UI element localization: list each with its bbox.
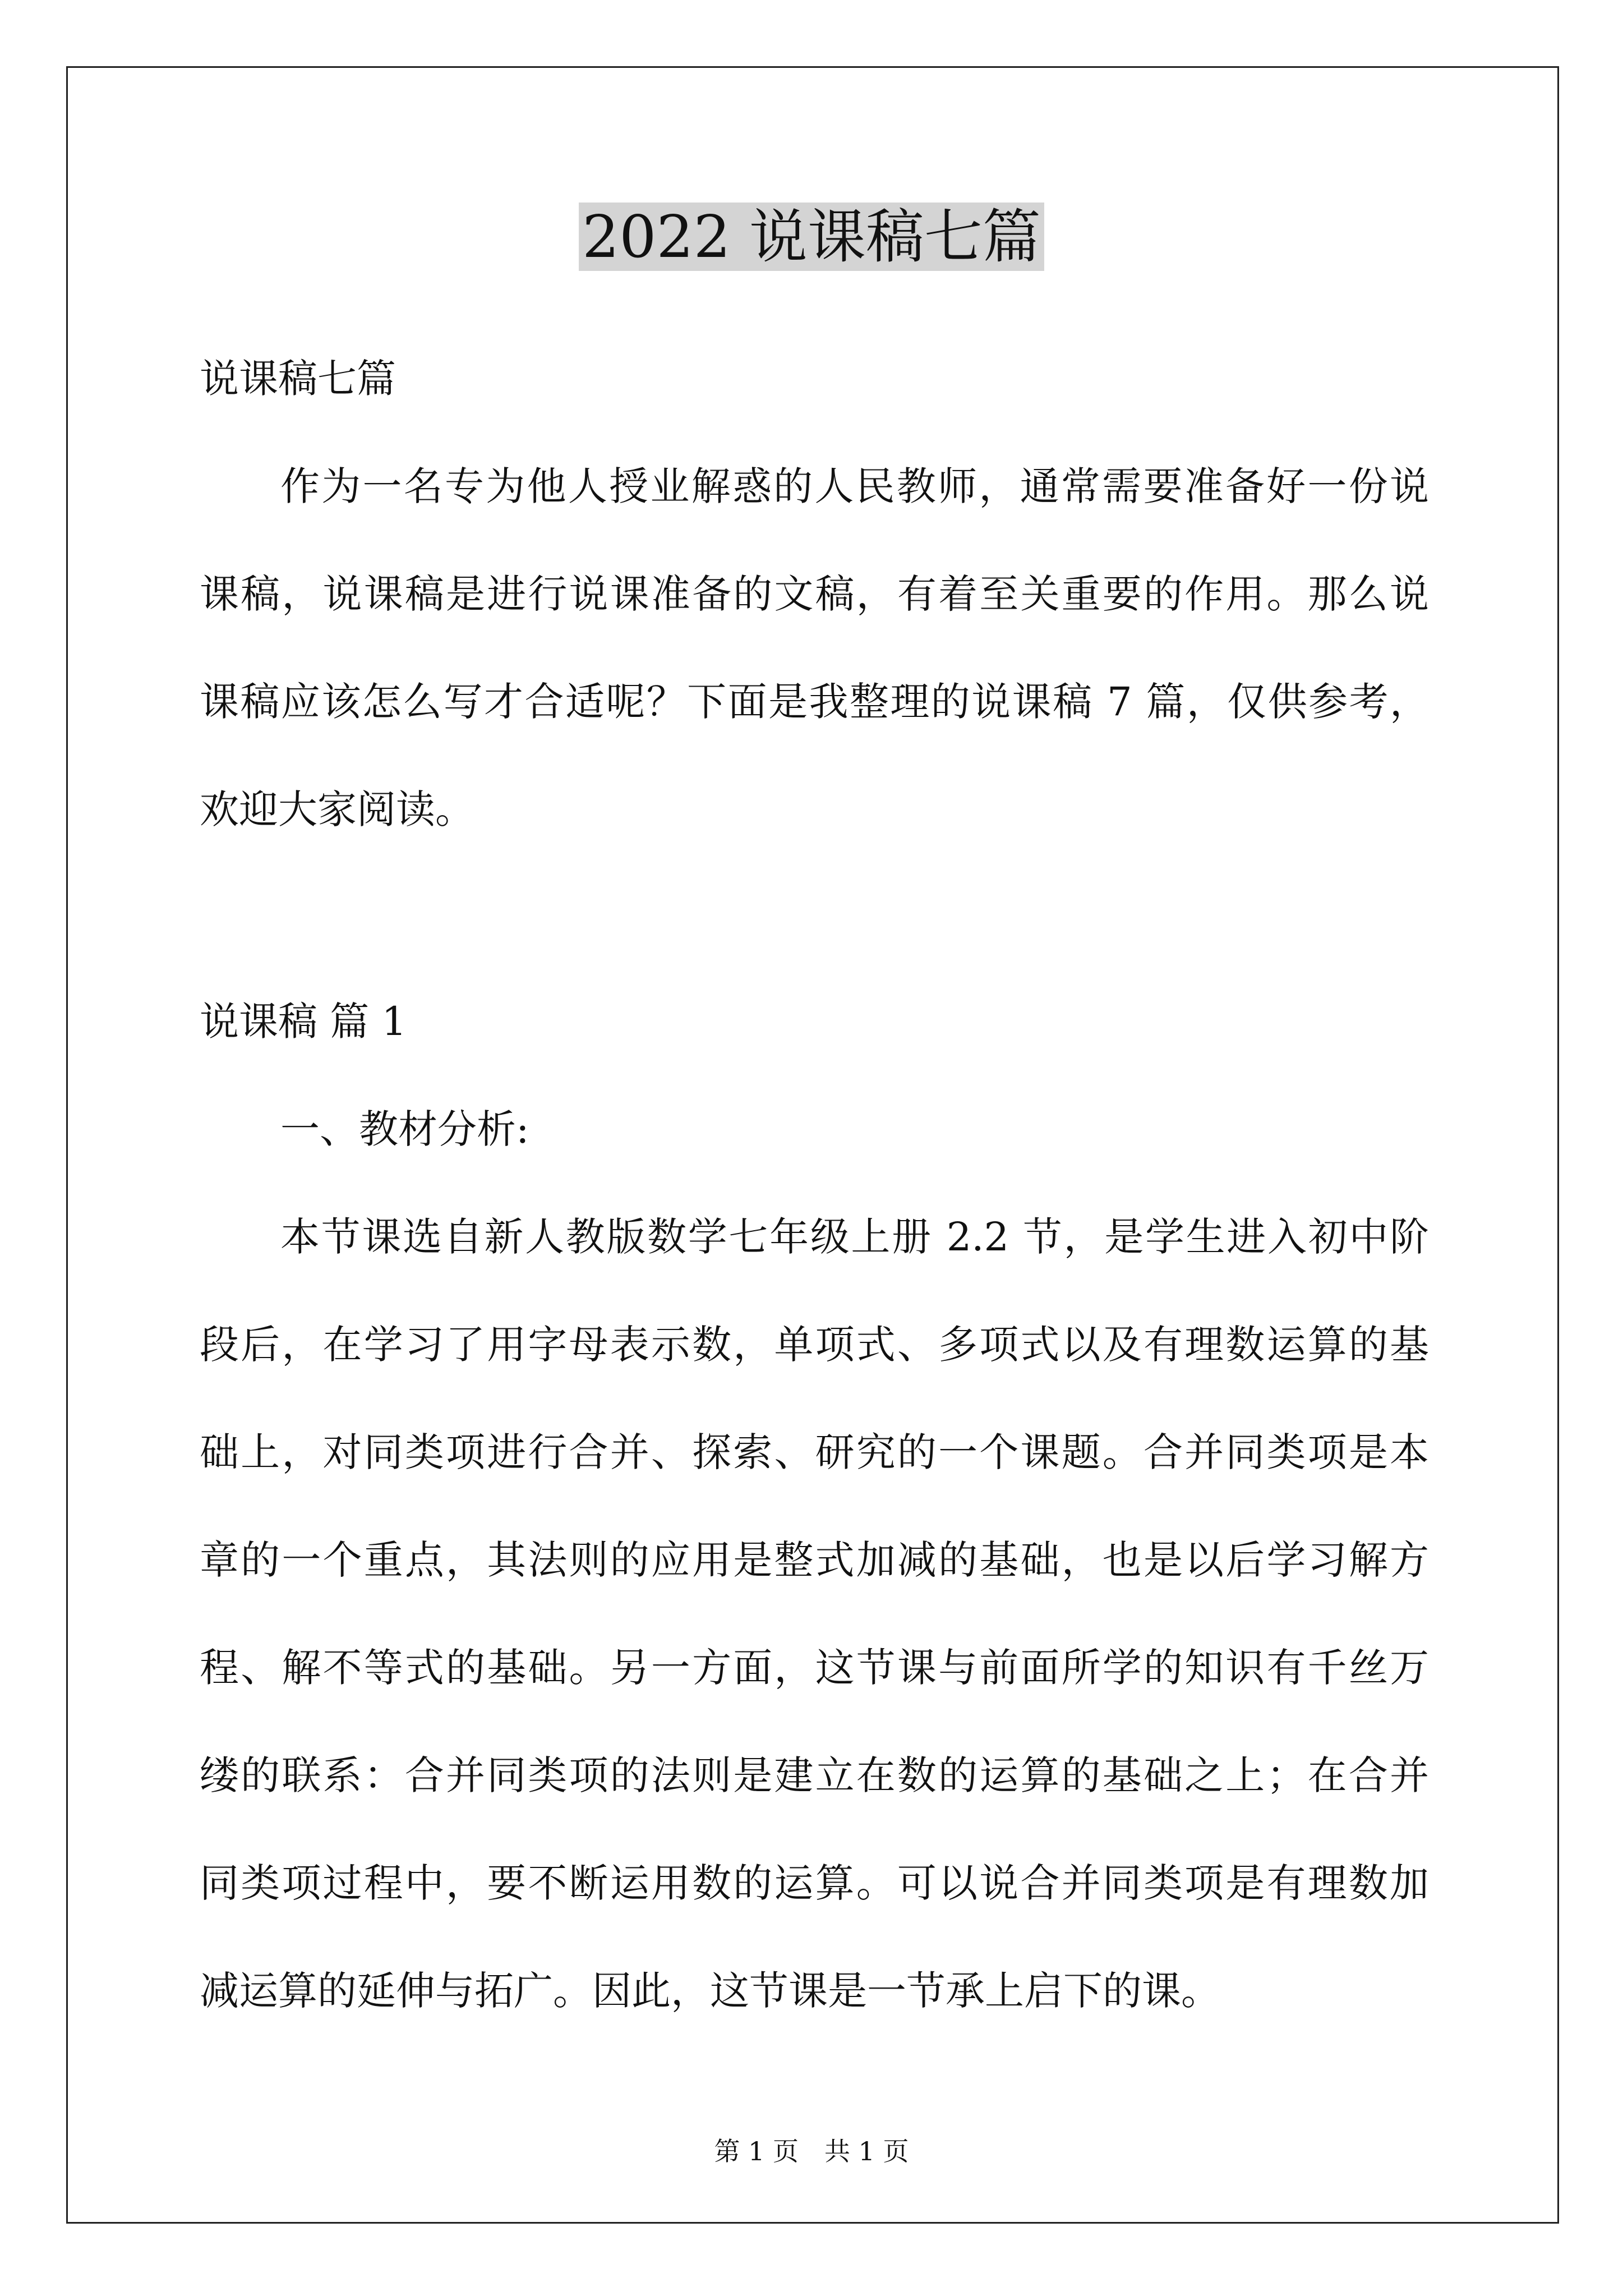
intro-line: 课稿应该怎么写才合适呢？下面是我整理的说课稿 7 篇，仅供参考， xyxy=(200,679,1429,725)
body-line: 程、解不等式的基础。另一方面，这节课与前面所学的知识有千丝万 xyxy=(200,1645,1429,1691)
document-subtitle: 说课稿七篇 xyxy=(200,356,396,402)
intro-line: 欢迎大家阅读。 xyxy=(200,786,474,832)
subheading: 一、教材分析: xyxy=(280,1106,529,1152)
page-total: 共 1 页 xyxy=(824,2136,909,2166)
page-title-text: 2022 说课稿七篇 xyxy=(579,203,1044,271)
body-line: 本节课选自新人教版数学七年级上册 2.2 节，是学生进入初中阶 xyxy=(280,1214,1429,1260)
intro-line: 作为一名专为他人授业解惑的人民教师，通常需要准备好一份说 xyxy=(280,463,1429,509)
page-footer xyxy=(0,2134,1623,2168)
body-line: 缕的联系：合并同类项的法则是建立在数的运算的基础之上；在合并 xyxy=(200,1752,1429,1798)
body-line: 础上，对同类项进行合并、探索、研究的一个课题。合并同类项是本 xyxy=(200,1429,1429,1475)
body-line: 同类项过程中，要不断运用数的运算。可以说合并同类项是有理数加 xyxy=(200,1860,1429,1906)
page-title xyxy=(0,197,1623,276)
intro-line: 课稿，说课稿是进行说课准备的文稿，有着至关重要的作用。那么说 xyxy=(200,571,1429,617)
body-line: 章的一个重点，其法则的应用是整式加减的基础，也是以后学习解方 xyxy=(200,1537,1429,1583)
body-line: 段后，在学习了用字母表示数，单项式、多项式以及有理数运算的基 xyxy=(200,1322,1429,1368)
body-line: 减运算的延伸与拓广。因此，这节课是一节承上启下的课。 xyxy=(200,1968,1220,2014)
section-heading: 说课稿 篇 1 xyxy=(200,999,407,1045)
page-number: 第 1 页 xyxy=(714,2136,799,2166)
